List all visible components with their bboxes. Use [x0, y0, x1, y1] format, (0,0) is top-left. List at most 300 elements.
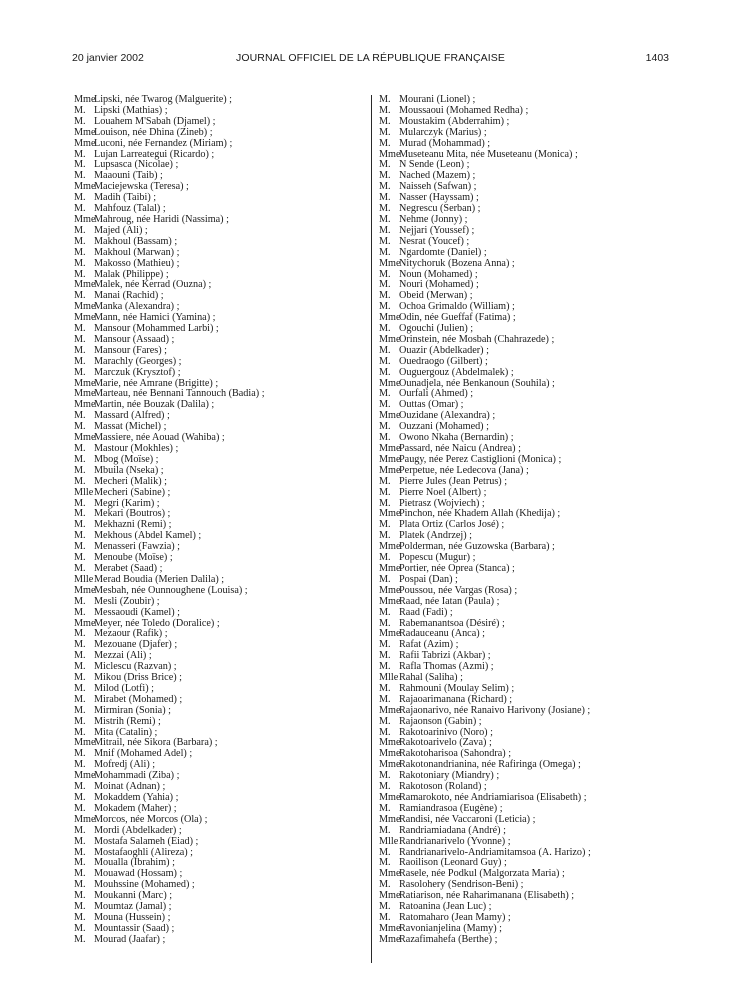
person-name: Moinat (Adnan) ;	[94, 781, 166, 793]
person-name: Mostafaoghli (Alireza) ;	[94, 846, 194, 858]
person-name: Rabemanantsoa (Désiré) ;	[399, 617, 505, 629]
person-name: Majed (Ali) ;	[94, 224, 148, 236]
civility-title: M.	[379, 770, 391, 782]
person-name: Rakotonandrianina, née Rafiringa (Omega) ;	[399, 759, 581, 771]
civility-title: M.	[74, 922, 86, 934]
person-name: Marie, née Amrane (Brigitte) ;	[94, 377, 219, 389]
civility-title: M.	[74, 726, 86, 738]
person-name: Mbog (Moïse) ;	[94, 453, 159, 465]
civility-title: M.	[379, 802, 391, 814]
person-name: Rakotoson (Roland) ;	[399, 781, 487, 793]
civility-title: Mme	[74, 377, 96, 389]
person-name: Mofredj (Ali) ;	[94, 759, 156, 771]
name-entry	[74, 128, 364, 139]
person-name: Rajaoarimanana (Richard) ;	[399, 693, 513, 705]
person-name: Mourani (Lionel) ;	[399, 94, 476, 105]
person-name: Randrianarivelo (Yvonne) ;	[399, 835, 511, 847]
civility-title: Mme	[74, 181, 96, 193]
journal-title: JOURNAL OFFICIEL DE LA RÉPUBLIQUE FRANÇAISE	[236, 52, 505, 64]
person-name: Mourad (Jaafar) ;	[94, 933, 166, 945]
civility-title: M.	[74, 933, 86, 945]
name-entry	[379, 826, 679, 837]
person-name: Polderman, née Guzowska (Barbara) ;	[399, 541, 555, 553]
person-name: Mekari (Boutros) ;	[94, 508, 171, 520]
person-name: Pinchon, née Khadem Allah (Khedija) ;	[399, 508, 561, 520]
civility-title: M.	[74, 781, 86, 793]
civility-title: Mme	[74, 126, 96, 138]
civility-title: M.	[379, 497, 391, 509]
civility-title: M.	[379, 617, 391, 629]
person-name: Mahfouz (Talal) ;	[94, 203, 166, 215]
civility-title: M.	[379, 486, 391, 498]
person-name: Mezzai (Ali) ;	[94, 650, 152, 662]
civility-title: M.	[379, 519, 391, 531]
civility-title: M.	[379, 432, 391, 444]
person-name: Makosso (Mathieu) ;	[94, 257, 180, 269]
person-name: Razafimahefa (Berthe) ;	[399, 933, 498, 945]
person-name: Maciejewska (Teresa) ;	[94, 181, 189, 193]
person-name: Mokaddem (Yahia) ;	[94, 792, 179, 803]
person-name: Pietrasz (Wojviech) ;	[399, 497, 485, 509]
civility-title: M.	[379, 552, 391, 564]
person-name: Nasser (Hayssam) ;	[399, 192, 479, 204]
civility-title: M.	[74, 911, 86, 923]
person-name: Radauceanu (Anca) ;	[399, 628, 485, 640]
civility-title: M.	[74, 148, 86, 160]
person-name: Mokadem (Maher) ;	[94, 802, 177, 814]
civility-title: M.	[74, 595, 86, 607]
person-name: Mohammadi (Ziba) ;	[94, 770, 180, 782]
person-name: Mezaour (Rafik) ;	[94, 628, 168, 640]
civility-title: Mme	[379, 584, 401, 596]
civility-title: M.	[74, 235, 86, 247]
civility-title: Mme	[74, 213, 96, 225]
person-name: Ounadjela, née Benkanoun (Souhila) ;	[399, 377, 555, 389]
civility-title: M.	[74, 115, 86, 127]
civility-title: Mme	[379, 464, 401, 476]
civility-title: Mme	[379, 541, 401, 553]
person-name: Madih (Taibi) ;	[94, 192, 157, 204]
person-name: Mansour (Fares) ;	[94, 344, 167, 356]
person-name: Manai (Rachid) ;	[94, 290, 164, 302]
civility-title: M.	[379, 781, 391, 793]
publication-date: 20 janvier 2002	[72, 52, 144, 64]
civility-title: Mme	[379, 508, 401, 520]
person-name: Merabet (Saad) ;	[94, 562, 163, 574]
person-name: Raad (Fadi) ;	[399, 606, 453, 618]
person-name: Makhoul (Bassam) ;	[94, 235, 178, 247]
civility-title: Mme	[379, 704, 401, 716]
civility-title: M.	[74, 606, 86, 618]
person-name: Luconi, née Fernandez (Miriam) ;	[94, 137, 233, 149]
person-name: Mouhssine (Mohamed) ;	[94, 879, 195, 891]
civility-title: Mme	[74, 399, 96, 411]
person-name: Mansour (Assaad) ;	[94, 333, 175, 345]
civility-title: M.	[379, 181, 391, 193]
person-name: Rajaonarivo, née Ranaivo Harivony (Josiane) ;	[399, 704, 591, 716]
civility-title: M.	[74, 497, 86, 509]
civility-title: M.	[74, 639, 86, 651]
civility-title: Mme	[379, 890, 401, 902]
person-name: Rafla Thomas (Azmi) ;	[399, 661, 494, 673]
person-name: Mesbah, née Ounnoughene (Louisa) ;	[94, 584, 248, 596]
person-name: Obeid (Merwan) ;	[399, 290, 473, 302]
person-name: Ravonianjelina (Mamy) ;	[399, 922, 502, 934]
person-name: Perpetue, née Ledecova (Jana) ;	[399, 464, 529, 476]
name-entry	[74, 477, 364, 488]
person-name: Mistrih (Remi) ;	[94, 715, 161, 727]
name-entry	[379, 597, 679, 608]
civility-title: M.	[379, 693, 391, 705]
civility-title: M.	[379, 159, 391, 171]
person-name: Negrescu (Serban) ;	[399, 203, 481, 215]
person-name: Mularczyk (Marius) ;	[399, 126, 487, 138]
name-list-left-column	[74, 95, 364, 946]
person-name: Mbuila (Nseka) ;	[94, 464, 164, 476]
person-name: Randriamiadana (André) ;	[399, 824, 506, 836]
person-name: Miclescu (Razvan) ;	[94, 661, 177, 673]
civility-title: M.	[379, 224, 391, 236]
person-name: Mesli (Zoubir) ;	[94, 595, 160, 607]
name-entry	[379, 248, 679, 259]
civility-title: Mme	[74, 137, 96, 149]
civility-title: M.	[379, 639, 391, 651]
civility-title: M.	[379, 606, 391, 618]
person-name: Mirmiran (Sonia) ;	[94, 704, 171, 716]
person-name: N Sende (Leon) ;	[399, 159, 470, 171]
person-name: Ourfali (Ahmed) ;	[399, 388, 474, 400]
person-name: Louison, née Dhina (Zineb) ;	[94, 126, 213, 138]
person-name: Nejjari (Youssef) ;	[399, 224, 475, 236]
name-entry	[379, 717, 679, 728]
civility-title: M.	[74, 792, 86, 803]
page-number: 1403	[645, 52, 669, 64]
civility-title: M.	[74, 224, 86, 236]
person-name: Ramiandrasoa (Eugène) ;	[399, 802, 503, 814]
person-name: Ouguergouz (Abdelmalek) ;	[399, 366, 514, 378]
civility-title: M.	[74, 682, 86, 694]
person-name: Mansour (Mohammed Larbi) ;	[94, 323, 219, 335]
civility-title: Mme	[74, 813, 96, 825]
person-name: Ouedraogo (Gilbert) ;	[399, 355, 488, 367]
name-entry	[379, 368, 679, 379]
civility-title: M.	[74, 475, 86, 487]
person-name: Platek (Andrzej) ;	[399, 530, 472, 542]
person-name: Mordi (Abdelkader) ;	[94, 824, 182, 836]
column-divider	[371, 95, 372, 963]
person-name: Mecheri (Sabine) ;	[94, 486, 171, 498]
person-name: Noun (Mohamed) ;	[399, 268, 478, 280]
person-name: Mostafa Salameh (Eiad) ;	[94, 835, 199, 847]
civility-title: Mme	[379, 443, 401, 454]
name-entry	[74, 608, 364, 619]
name-entry	[379, 128, 679, 139]
person-name: Ogouchi (Julien) ;	[399, 323, 474, 335]
person-name: Mouawad (Hossam) ;	[94, 868, 183, 880]
civility-title: Mme	[379, 792, 401, 803]
civility-title: Mme	[379, 257, 401, 269]
civility-title: Mme	[74, 770, 96, 782]
civility-title: M.	[74, 879, 86, 891]
person-name: Paugy, née Perez Castiglioni (Monica) ;	[399, 453, 562, 465]
civility-title: Mme	[74, 312, 96, 324]
person-name: Moustakim (Abderrahim) ;	[399, 115, 510, 127]
civility-title: Mme	[74, 279, 96, 291]
civility-title: M.	[379, 824, 391, 836]
civility-title: Mme	[74, 94, 96, 105]
civility-title: Mlle	[379, 835, 399, 847]
name-entry	[379, 837, 679, 848]
civility-title: Mme	[379, 333, 401, 345]
civility-title: Mme	[379, 562, 401, 574]
civility-title: Mlle	[74, 573, 94, 585]
person-name: Pospai (Dan) ;	[399, 573, 458, 585]
civility-title: M.	[379, 901, 391, 913]
civility-title: M.	[74, 628, 86, 640]
civility-title: Mme	[74, 617, 96, 629]
civility-title: Mme	[74, 301, 96, 313]
person-name: Popescu (Mugur) ;	[399, 552, 476, 564]
person-name: Nouri (Mohamed) ;	[399, 279, 479, 291]
person-name: Mekhous (Abdel Kamel) ;	[94, 530, 202, 542]
person-name: Pierre Jules (Jean Petrus) ;	[399, 475, 508, 487]
person-name: Ochoa Grimaldo (William) ;	[399, 301, 515, 313]
civility-title: M.	[379, 137, 391, 149]
civility-title: M.	[74, 519, 86, 531]
person-name: Mecheri (Malik) ;	[94, 475, 167, 487]
name-entry	[379, 488, 679, 499]
person-name: Lupsasca (Nicolae) ;	[94, 159, 179, 171]
person-name: Pierre Noel (Albert) ;	[399, 486, 487, 498]
civility-title: M.	[74, 355, 86, 367]
name-entry	[74, 826, 364, 837]
person-name: Ouzidane (Alexandra) ;	[399, 410, 496, 422]
civility-title: M.	[379, 388, 391, 400]
person-name: Morcos, née Morcos (Ola) ;	[94, 813, 208, 825]
name-entry	[74, 935, 364, 946]
person-name: Makhoul (Marwan) ;	[94, 246, 180, 258]
person-name: Randrianarivelo-Andriamitamsoa (A. Harizo) ;	[399, 846, 591, 858]
person-name: Nehme (Jonny) ;	[399, 213, 468, 225]
civility-title: M.	[379, 323, 391, 335]
person-name: Nached (Mazem) ;	[399, 170, 476, 182]
civility-title: M.	[379, 857, 391, 869]
person-name: Mirabet (Mohamed) ;	[94, 693, 183, 705]
person-name: Moukanni (Marc) ;	[94, 890, 173, 902]
person-name: Massard (Alfred) ;	[94, 410, 170, 422]
civility-title: M.	[74, 846, 86, 858]
person-name: Ouazir (Abdelkader) ;	[399, 344, 489, 356]
person-name: Rahmouni (Moulay Selim) ;	[399, 682, 515, 694]
civility-title: Mlle	[379, 672, 399, 684]
person-name: Mouna (Hussein) ;	[94, 911, 171, 923]
person-name: Raad, née Iatan (Paula) ;	[399, 595, 500, 607]
civility-title: Mme	[379, 737, 401, 749]
person-name: Mitrail, née Sikora (Barbara) ;	[94, 737, 218, 749]
civility-title: M.	[74, 857, 86, 869]
civility-title: M.	[74, 650, 86, 662]
person-name: Lipski, née Twarog (Malguerite) ;	[94, 94, 233, 105]
person-name: Mekhazni (Remi) ;	[94, 519, 172, 531]
civility-title: Mme	[74, 737, 96, 749]
civility-title: M.	[74, 890, 86, 902]
name-entry	[74, 837, 364, 848]
civility-title: M.	[379, 911, 391, 923]
civility-title: M.	[74, 421, 86, 433]
name-entry	[74, 368, 364, 379]
civility-title: Mme	[379, 453, 401, 465]
name-entry	[379, 608, 679, 619]
civility-title: M.	[74, 366, 86, 378]
civility-title: Mme	[379, 759, 401, 771]
civility-title: M.	[74, 541, 86, 553]
civility-title: M.	[379, 279, 391, 291]
civility-title: M.	[379, 573, 391, 585]
civility-title: Mme	[379, 933, 401, 945]
person-name: Rafat (Azim) ;	[399, 639, 459, 651]
person-name: Messaoudi (Kamel) ;	[94, 606, 181, 618]
person-name: Rasolohery (Sendrison-Beni) ;	[399, 879, 524, 891]
civility-title: M.	[74, 323, 86, 335]
civility-title: M.	[74, 693, 86, 705]
civility-title: M.	[379, 366, 391, 378]
civility-title: M.	[74, 530, 86, 542]
civility-title: M.	[379, 715, 391, 727]
civility-title: Mme	[379, 148, 401, 160]
civility-title: M.	[74, 748, 86, 760]
person-name: Merad Boudia (Merien Dalila) ;	[94, 573, 225, 585]
civility-title: M.	[74, 333, 86, 345]
civility-title: Mme	[379, 312, 401, 324]
person-name: Rafii Tabrizi (Akbar) ;	[399, 650, 491, 662]
civility-title: M.	[379, 846, 391, 858]
name-entry	[379, 477, 679, 488]
name-entry	[379, 935, 679, 946]
civility-title: M.	[74, 192, 86, 204]
name-entry	[74, 717, 364, 728]
person-name: Lujan Larreategui (Ricardo) ;	[94, 148, 215, 160]
person-name: Marczuk (Krysztof) ;	[94, 366, 181, 378]
person-name: Owono Nkaha (Bernardin) ;	[399, 432, 514, 444]
person-name: Ouzzani (Mohamed) ;	[399, 421, 489, 433]
civility-title: M.	[379, 530, 391, 542]
civility-title: M.	[74, 802, 86, 814]
person-name: Plata Ortiz (Carlos José) ;	[399, 519, 505, 531]
name-list-right-column	[379, 95, 679, 946]
person-name: Rahal (Saliha) ;	[399, 672, 463, 684]
civility-title: M.	[379, 192, 391, 204]
person-name: Rakotoniary (Miandry) ;	[399, 770, 500, 782]
person-name: Naisseh (Safwan) ;	[399, 181, 477, 193]
person-name: Rakotoharisoa (Sahondra) ;	[399, 748, 512, 760]
civility-title: M.	[74, 443, 86, 454]
person-name: Rasele, née Podkul (Malgorzata Maria) ;	[399, 868, 565, 880]
person-name: Mann, née Hamici (Yamina) ;	[94, 312, 216, 324]
civility-title: M.	[379, 268, 391, 280]
civility-title: M.	[379, 661, 391, 673]
civility-title: M.	[379, 301, 391, 313]
civility-title: M.	[74, 268, 86, 280]
person-name: Murad (Mohammad) ;	[399, 137, 491, 149]
person-name: Mezouane (Djafer) ;	[94, 639, 178, 651]
person-name: Odin, née Gueffaf (Fatima) ;	[399, 312, 516, 324]
civility-title: M.	[379, 290, 391, 302]
person-name: Mita (Catalin) ;	[94, 726, 158, 738]
person-name: Randisi, née Vaccaroni (Leticia) ;	[399, 813, 536, 825]
civility-title: M.	[379, 94, 391, 105]
person-name: Nesrat (Youcef) ;	[399, 235, 470, 247]
civility-title: M.	[379, 421, 391, 433]
person-name: Museteanu Mita, née Museteanu (Monica) ;	[399, 148, 578, 160]
name-entry	[379, 139, 679, 150]
civility-title: Mme	[74, 432, 96, 444]
person-name: Nitychoruk (Bozena Anna) ;	[399, 257, 515, 269]
civility-title: M.	[379, 170, 391, 182]
person-name: Lipski (Mathias) ;	[94, 104, 168, 116]
civility-title: M.	[379, 879, 391, 891]
person-name: Manka (Alexandra) ;	[94, 301, 180, 313]
person-name: Passard, née Naicu (Andrea) ;	[399, 443, 521, 454]
person-name: Outtas (Omar) ;	[399, 399, 464, 411]
person-name: Meyer, née Toledo (Doralice) ;	[94, 617, 220, 629]
person-name: Marachly (Georges) ;	[94, 355, 182, 367]
civility-title: Mme	[379, 628, 401, 640]
person-name: Mountassir (Saad) ;	[94, 922, 175, 934]
person-name: Martin, née Bouzak (Dalila) ;	[94, 399, 215, 411]
civility-title: M.	[74, 104, 86, 116]
civility-title: M.	[379, 235, 391, 247]
person-name: Ratomaharo (Jean Mamy) ;	[399, 911, 511, 923]
person-name: Ratoanina (Jean Luc) ;	[399, 901, 492, 913]
civility-title: M.	[74, 246, 86, 258]
civility-title: Mme	[379, 410, 401, 422]
civility-title: M.	[74, 453, 86, 465]
person-name: Milod (Lotfi) ;	[94, 682, 154, 694]
name-entry	[74, 139, 364, 150]
person-name: Raoilison (Leonard Guy) ;	[399, 857, 507, 869]
person-name: Poussou, née Vargas (Rosa) ;	[399, 584, 518, 596]
civility-title: Mme	[379, 813, 401, 825]
person-name: Malak (Philippe) ;	[94, 268, 169, 280]
civility-title: M.	[74, 552, 86, 564]
civility-title: M.	[74, 562, 86, 574]
civility-title: M.	[379, 399, 391, 411]
person-name: Mastour (Mokhles) ;	[94, 443, 179, 454]
name-entry	[74, 597, 364, 608]
name-entry	[379, 259, 679, 270]
person-name: Maaouni (Taib) ;	[94, 170, 163, 182]
civility-title: Mme	[379, 377, 401, 389]
civility-title: M.	[74, 868, 86, 880]
civility-title: M.	[379, 355, 391, 367]
civility-title: M.	[379, 475, 391, 487]
civility-title: M.	[74, 203, 86, 215]
person-name: Menasseri (Fawzia) ;	[94, 541, 180, 553]
civility-title: M.	[74, 170, 86, 182]
name-entry	[74, 488, 364, 499]
person-name: Mikou (Driss Brice) ;	[94, 672, 182, 684]
person-name: Massiere, née Aouad (Wahiba) ;	[94, 432, 225, 444]
person-name: Rakotoarinivo (Noro) ;	[399, 726, 493, 738]
civility-title: M.	[74, 344, 86, 356]
civility-title: M.	[74, 410, 86, 422]
person-name: Portier, née Oprea (Stanca) ;	[399, 562, 515, 574]
civility-title: M.	[74, 159, 86, 171]
civility-title: M.	[379, 115, 391, 127]
person-name: Louahem M'Sabah (Djamel) ;	[94, 115, 216, 127]
civility-title: M.	[74, 759, 86, 771]
person-name: Marteau, née Bennani Tannouch (Badia) ;	[94, 388, 265, 400]
